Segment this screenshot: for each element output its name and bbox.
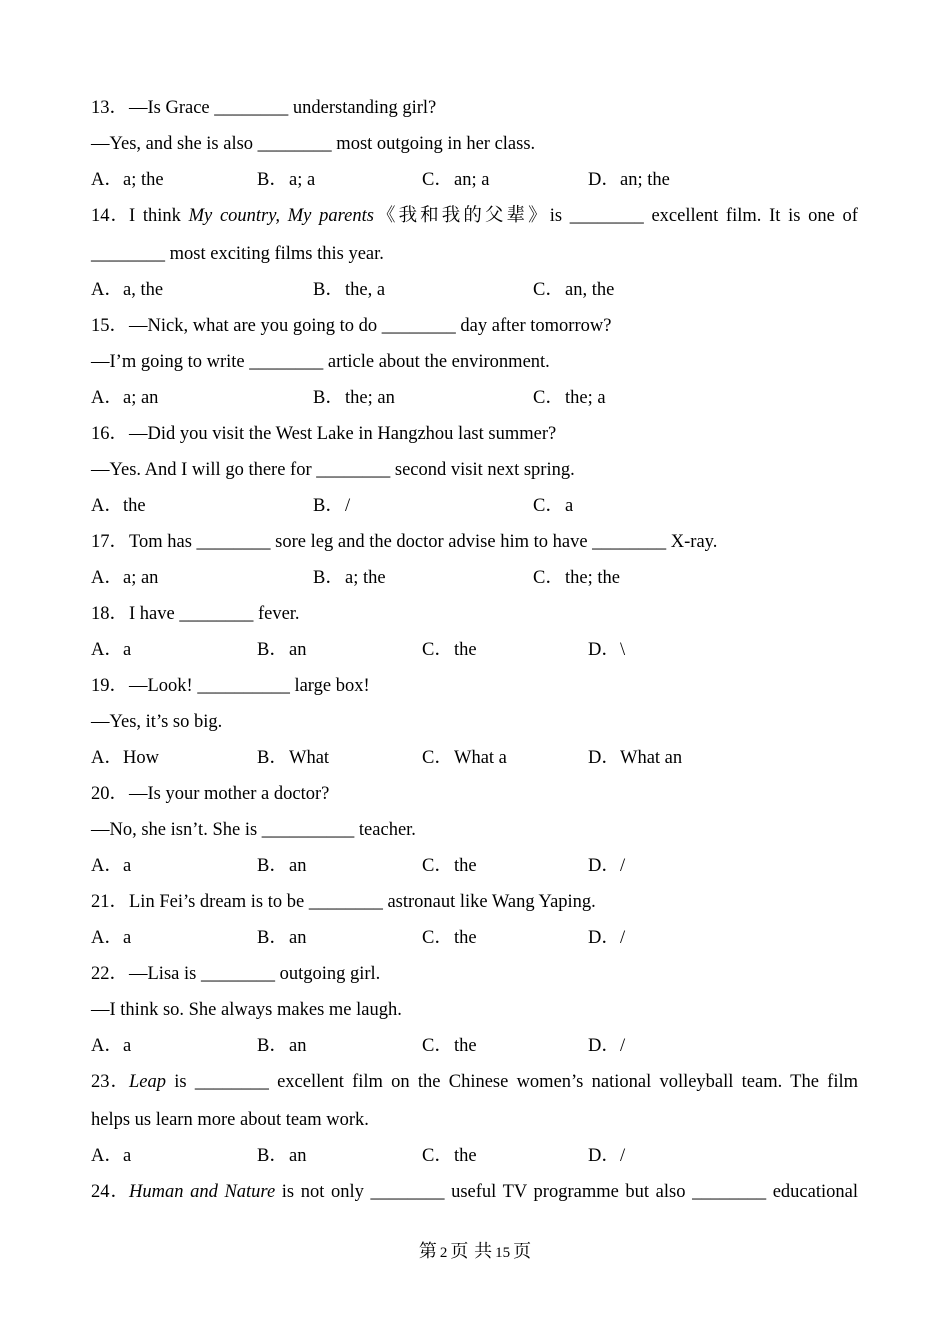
stem-text: —Did you visit the West Lake in Hangzhou last summer? — [129, 424, 557, 444]
question-21-options — [91, 926, 858, 950]
option-letter: D． — [588, 1146, 620, 1166]
option-text: an — [289, 928, 307, 948]
option-text: / — [620, 1036, 626, 1056]
option-a — [91, 638, 131, 662]
option-letter: B． — [257, 1146, 288, 1166]
question-17-stem — [91, 530, 717, 554]
stem-text: —Nick, what are you going to do ________ day after tomorrow? — [129, 316, 612, 336]
option-text: / — [345, 496, 351, 516]
option-letter: D． — [588, 928, 620, 948]
option-letter: C． — [533, 280, 564, 300]
question-17-options — [91, 566, 858, 590]
option-text: the, a — [345, 280, 386, 300]
option-letter: C． — [422, 856, 453, 876]
question-19-stem — [91, 674, 370, 698]
question-20-reply: —No, she isn’t. She is __________ teacher. — [91, 820, 416, 840]
footer-middle: 页 共 — [450, 1241, 493, 1262]
option-text: / — [620, 856, 626, 876]
option-c — [533, 386, 606, 410]
option-b — [313, 494, 350, 518]
option-letter: A． — [91, 568, 123, 588]
option-c — [422, 1144, 477, 1168]
question-14-stem-continued: ________ most exciting films this year. — [91, 244, 384, 264]
option-text: an, the — [565, 280, 615, 300]
option-text: a — [565, 496, 574, 516]
option-letter: C． — [422, 748, 453, 768]
option-c — [422, 1034, 477, 1058]
question-number: 24． — [91, 1182, 129, 1202]
option-letter: D． — [588, 640, 620, 660]
option-b — [313, 278, 385, 302]
programme-title: Human and Nature — [129, 1182, 276, 1202]
stem-text: is not only ________ useful TV programme but also ________ educational — [275, 1182, 858, 1202]
option-text: a; the — [123, 170, 164, 190]
question-20-stem — [91, 782, 329, 806]
option-b — [257, 746, 329, 770]
option-letter: B． — [313, 568, 344, 588]
question-number: 13． — [91, 98, 129, 118]
question-number: 16． — [91, 424, 129, 444]
stem-text: —Lisa is ________ outgoing girl. — [129, 964, 381, 984]
option-a — [91, 746, 159, 770]
question-22-options — [91, 1034, 858, 1058]
option-text: the — [454, 1036, 477, 1056]
option-d — [588, 1144, 625, 1168]
option-letter: A． — [91, 640, 123, 660]
question-16-reply: —Yes. And I will go there for ________ second visit next spring. — [91, 460, 575, 480]
footer-prefix: 第 — [418, 1241, 437, 1262]
option-b — [257, 854, 306, 878]
option-text: How — [123, 748, 159, 768]
option-letter: B． — [313, 496, 344, 516]
question-23-stem — [91, 1070, 858, 1094]
option-text: \ — [620, 640, 626, 660]
option-letter: A． — [91, 748, 123, 768]
option-letter: B． — [257, 1036, 288, 1056]
question-number: 15． — [91, 316, 129, 336]
option-text: the; the — [565, 568, 620, 588]
question-21-stem — [91, 890, 596, 914]
option-letter: A． — [91, 280, 123, 300]
option-letter: D． — [588, 856, 620, 876]
option-b — [257, 638, 306, 662]
film-title-chinese: 《我和我的父辈》 — [373, 206, 550, 226]
page-number: 2 — [439, 1245, 448, 1261]
option-letter: B． — [313, 388, 344, 408]
option-b — [313, 566, 386, 590]
option-b — [257, 168, 315, 192]
question-24-stem — [91, 1180, 858, 1204]
question-22-reply: —I think so. She always makes me laugh. — [91, 1000, 402, 1020]
option-text: a — [123, 1146, 132, 1166]
stem-text: —Look! __________ large box! — [129, 676, 370, 696]
option-text: the; a — [565, 388, 606, 408]
option-c — [422, 854, 477, 878]
option-c — [422, 746, 507, 770]
film-title: Leap — [129, 1072, 166, 1092]
option-text: the — [454, 856, 477, 876]
option-letter: C． — [422, 640, 453, 660]
option-c — [422, 926, 477, 950]
option-a — [91, 854, 131, 878]
option-letter: A． — [91, 388, 123, 408]
page-footer — [0, 1240, 950, 1264]
option-letter: B． — [257, 928, 288, 948]
stem-text: Tom has ________ sore leg and the doctor advise him to have ________ X-ray. — [129, 532, 718, 552]
option-letter: D． — [588, 170, 620, 190]
question-number: 17． — [91, 532, 129, 552]
option-text: a; a — [289, 170, 316, 190]
option-text: a; the — [345, 568, 386, 588]
option-a — [91, 926, 131, 950]
option-text: a — [123, 928, 132, 948]
option-text: an — [289, 640, 307, 660]
question-20-options — [91, 854, 858, 878]
question-number: 20． — [91, 784, 129, 804]
option-c — [533, 566, 620, 590]
option-letter: A． — [91, 1146, 123, 1166]
option-d — [588, 168, 670, 192]
option-c — [422, 638, 477, 662]
stem-text: —Is your mother a doctor? — [129, 784, 330, 804]
stem-text: is ________ excellent film on the Chinese women’s national volleyball team. The film — [166, 1072, 858, 1092]
option-letter: A． — [91, 856, 123, 876]
option-letter: D． — [588, 1036, 620, 1056]
option-a — [91, 566, 158, 590]
question-number: 22． — [91, 964, 129, 984]
option-a — [91, 278, 163, 302]
option-d — [588, 746, 682, 770]
question-15-stem — [91, 314, 611, 338]
option-b — [257, 926, 306, 950]
option-text: the — [454, 640, 477, 660]
option-letter: C． — [422, 1036, 453, 1056]
question-22-stem — [91, 962, 380, 986]
option-letter: C． — [533, 568, 564, 588]
option-text: an — [289, 856, 307, 876]
option-letter: B． — [313, 280, 344, 300]
question-14-options — [91, 278, 858, 302]
option-text: a — [123, 1036, 132, 1056]
option-text: / — [620, 928, 626, 948]
stem-text: I have ________ fever. — [129, 604, 300, 624]
option-text: a — [123, 856, 132, 876]
option-text: What — [289, 748, 330, 768]
option-b — [313, 386, 395, 410]
option-letter: A． — [91, 170, 123, 190]
option-c — [533, 278, 614, 302]
question-number: 21． — [91, 892, 129, 912]
option-text: the — [454, 928, 477, 948]
question-23-stem-continued: helps us learn more about team work. — [91, 1110, 369, 1130]
option-text: the — [123, 496, 146, 516]
option-letter: C． — [422, 928, 453, 948]
option-letter: A． — [91, 496, 123, 516]
option-c — [533, 494, 573, 518]
option-text: an; the — [620, 170, 670, 190]
option-text: the — [454, 1146, 477, 1166]
question-19-options — [91, 746, 858, 770]
option-b — [257, 1034, 306, 1058]
option-text: / — [620, 1146, 626, 1166]
footer-suffix: 页 — [513, 1241, 532, 1262]
option-text: What a — [454, 748, 507, 768]
question-13-options — [91, 168, 858, 192]
option-letter: B． — [257, 170, 288, 190]
question-16-options — [91, 494, 858, 518]
option-letter: A． — [91, 1036, 123, 1056]
option-letter: C． — [533, 496, 564, 516]
question-13-stem — [91, 96, 436, 120]
question-16-stem — [91, 422, 556, 446]
question-19-reply: —Yes, it’s so big. — [91, 712, 223, 732]
option-letter: B． — [257, 856, 288, 876]
option-c — [422, 168, 489, 192]
option-letter: B． — [257, 748, 288, 768]
question-number: 23． — [91, 1072, 129, 1092]
option-text: a, the — [123, 280, 164, 300]
stem-text: I think — [129, 206, 189, 226]
option-letter: C． — [422, 170, 453, 190]
film-title: My country, My parents — [188, 206, 374, 226]
option-a — [91, 494, 146, 518]
option-a — [91, 1034, 131, 1058]
option-d — [588, 638, 625, 662]
question-number: 18． — [91, 604, 129, 624]
option-d — [588, 1034, 625, 1058]
question-18-options — [91, 638, 858, 662]
option-a — [91, 386, 158, 410]
option-a — [91, 168, 164, 192]
total-pages: 15 — [495, 1245, 511, 1261]
option-d — [588, 854, 625, 878]
option-text: an; a — [454, 170, 490, 190]
question-23-options — [91, 1144, 858, 1168]
question-number: 14． — [91, 206, 129, 226]
option-a — [91, 1144, 131, 1168]
option-text: a; an — [123, 388, 159, 408]
option-text: What an — [620, 748, 683, 768]
option-text: a; an — [123, 568, 159, 588]
option-d — [588, 926, 625, 950]
question-18-stem — [91, 602, 300, 626]
question-number: 19． — [91, 676, 129, 696]
question-15-options — [91, 386, 858, 410]
option-text: an — [289, 1146, 307, 1166]
option-b — [257, 1144, 306, 1168]
option-letter: C． — [533, 388, 564, 408]
option-letter: B． — [257, 640, 288, 660]
stem-text: Lin Fei’s dream is to be ________ astronaut like Wang Yaping. — [129, 892, 596, 912]
stem-text: is ________ excellent film. It is one of — [549, 206, 858, 226]
option-text: the; an — [345, 388, 395, 408]
question-13-reply: —Yes, and she is also ________ most outgoing in her class. — [91, 134, 536, 154]
option-letter: D． — [588, 748, 620, 768]
option-text: an — [289, 1036, 307, 1056]
option-letter: A． — [91, 928, 123, 948]
option-text: a — [123, 640, 132, 660]
question-15-reply: —I’m going to write ________ article about the environment. — [91, 352, 550, 372]
question-14-stem — [91, 204, 858, 228]
option-letter: C． — [422, 1146, 453, 1166]
stem-text: —Is Grace ________ understanding girl? — [129, 98, 437, 118]
